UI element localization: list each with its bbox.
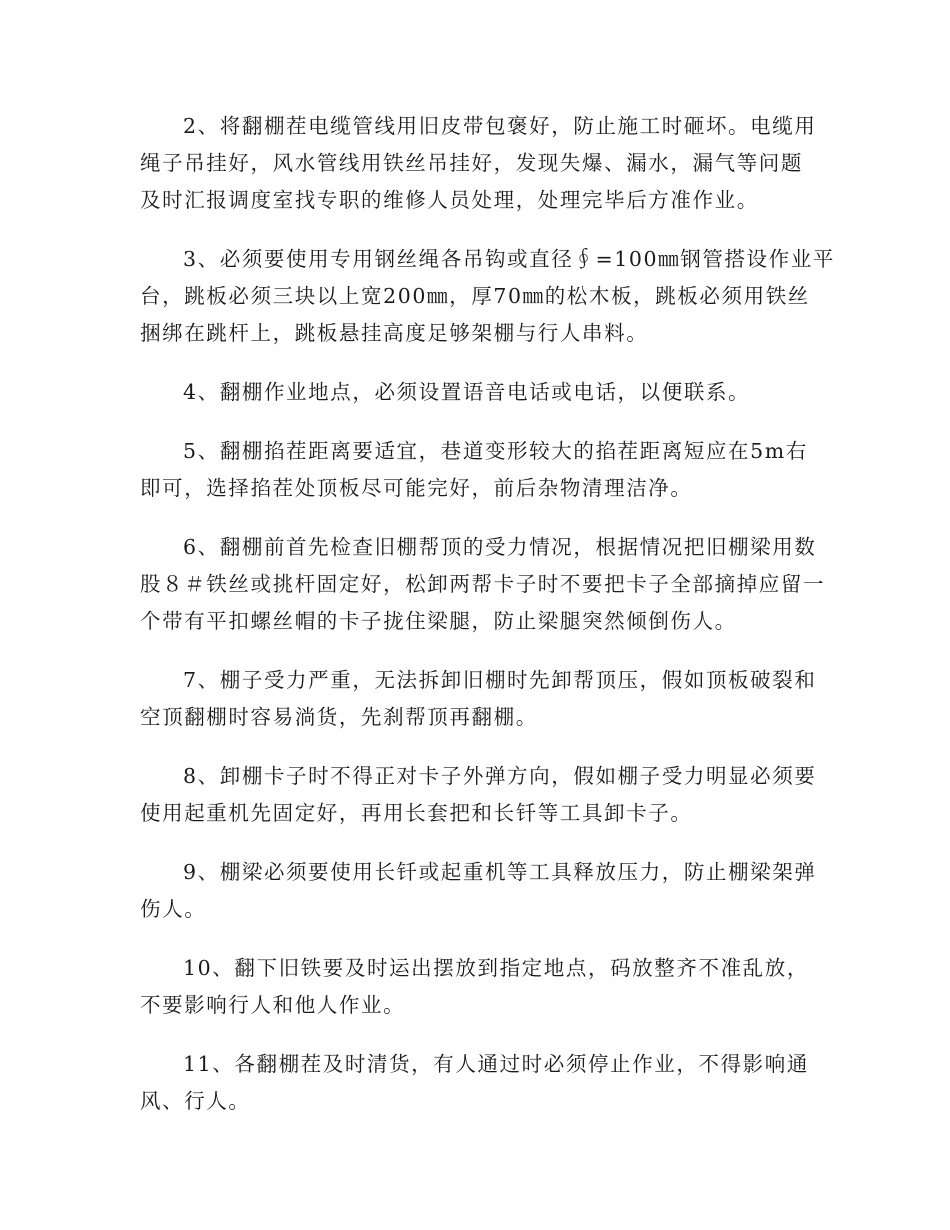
paragraph-line: 7、棚子受力严重，无法拆卸旧棚时先卸帮顶压，假如顶板破裂和 — [183, 668, 817, 692]
paragraph-line: 股８＃铁丝或挑杆固定好，松卸两帮卡子时不要把卡子全部摘掉应留一 — [140, 572, 826, 596]
paragraph-line: 不要影响行人和他人作业。 — [140, 993, 406, 1017]
document-body — [140, 108, 835, 1142]
paragraph-line: 2、将翻棚茬电缆管线用旧皮带包褒好，防止施工时砸坏。电缆用 — [183, 114, 817, 138]
paragraph-line: 使用起重机先固定好，再用长套把和长钎等工具卸卡子。 — [140, 801, 693, 825]
paragraph-item-7 — [140, 662, 817, 736]
paragraph-item-4 — [140, 374, 812, 411]
paragraph-line: 10、翻下旧铁要及时运出摆放到指定地点，码放整齐不准乱放， — [183, 956, 809, 980]
paragraph-line: 11、各翻棚茬及时清货，有人通过时必须停止作业，不得影响通 — [183, 1052, 809, 1076]
paragraph-item-5 — [140, 433, 812, 507]
paragraph-item-11 — [140, 1046, 812, 1120]
paragraph-line: 个带有平扣螺丝帽的卡子拢住梁腿，防止梁腿突然倾倒伤人。 — [140, 609, 737, 633]
paragraph-line: 绳子吊挂好，风水管线用铁丝吊挂好，发现失爆、漏水，漏气等问题 — [140, 151, 803, 175]
paragraph-item-6 — [140, 529, 826, 640]
paragraph-line: 伤人。 — [140, 897, 207, 921]
paragraph-item-9 — [140, 854, 817, 928]
paragraph-item-8 — [140, 758, 817, 832]
paragraph-item-10 — [140, 950, 812, 1024]
paragraph-line: 9、棚梁必须要使用长钎或起重机等工具释放压力，防止棚梁架弹 — [183, 860, 817, 884]
paragraph-line: 5、翻棚掐茬距离要适宜，巷道变形较大的掐茬距离短应在5m右 — [183, 439, 808, 463]
paragraph-line: 3、必须要使用专用钢丝绳各吊钩或直径∮=100㎜钢管搭设作业平 — [183, 247, 835, 271]
paragraph-item-2 — [140, 108, 817, 219]
paragraph-line: 捆绑在跳杆上，跳板悬挂高度足够架棚与行人串料。 — [140, 321, 649, 345]
paragraph-line: 6、翻棚前首先检查旧棚帮顶的受力情况，根据情况把旧棚梁用数 — [183, 535, 817, 559]
paragraph-line: 台，跳板必须三块以上宽200㎜，厚70㎜的松木板，跳板必须用铁丝 — [140, 284, 810, 308]
paragraph-line: 即可，选择掐茬处顶板尽可能完好，前后杂物清理洁净。 — [140, 476, 693, 500]
paragraph-line: 4、翻棚作业地点，必须设置语音电话或电话，以便联系。 — [183, 380, 751, 404]
paragraph-item-3 — [140, 241, 835, 352]
paragraph-line: 8、卸棚卡子时不得正对卡子外弹方向，假如棚子受力明显必须要 — [183, 764, 817, 788]
paragraph-line: 及时汇报调度室找专职的维修人员处理，处理完毕后方准作业。 — [140, 188, 759, 212]
paragraph-line: 风、行人。 — [140, 1089, 251, 1113]
paragraph-line: 空顶翻棚时容易淌货，先刹帮顶再翻棚。 — [140, 705, 538, 729]
